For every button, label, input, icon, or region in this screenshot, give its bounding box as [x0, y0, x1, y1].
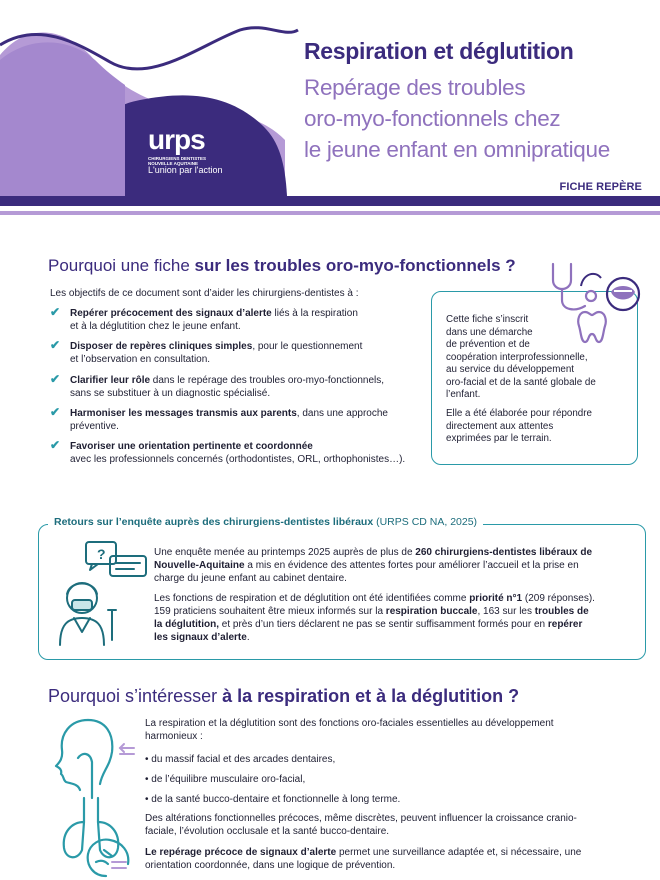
header-band-dark	[0, 196, 660, 206]
tooth-icon	[578, 312, 606, 342]
objective-text: et l’observation en consultation.	[70, 354, 211, 365]
survey-bold: priorité n°1	[469, 593, 523, 604]
section3-title-bold: à la respiration et à la déglutition ?	[222, 686, 520, 706]
section3-bullet: • de la santé bucco-dentaire et fonctionnelle à long terme.	[145, 794, 401, 805]
section3-bold: Le repérage précoce de signaux d’alerte	[145, 847, 337, 858]
section3-text: orientation coordonnée, dans une logique de prévention.	[145, 860, 396, 871]
health-icons	[545, 254, 645, 349]
logo-small-text: CHIRURGIENS DENTISTES NOUVELLE AQUITAINE	[148, 156, 207, 166]
survey-text: Les fonctions de respiration et de déglutition ont été identifiées comme	[154, 593, 470, 604]
mouth-icon	[607, 278, 639, 310]
check-icon: ✔	[50, 305, 61, 319]
check-icon: ✔	[50, 405, 61, 419]
objective-item	[50, 374, 430, 400]
objective-text: , pour le questionnement	[252, 341, 363, 352]
survey-bold: repérer	[547, 619, 583, 630]
objective-bold: Harmoniser les messages transmis aux parents	[70, 408, 297, 419]
survey-text: .	[246, 632, 250, 643]
dentist-survey-icon	[52, 540, 148, 648]
info-line: Elle a été élaborée pour répondre	[446, 408, 592, 419]
subtitle-line: le jeune enfant en omnipratique	[304, 137, 610, 162]
check-icon: ✔	[50, 338, 61, 352]
section3-text: Des altérations fonctionnelles précoces, même discrètes, peuvent influencer la croissance cranio-	[145, 813, 577, 824]
info-box-paragraph	[446, 408, 626, 446]
svg-text:?: ?	[97, 546, 106, 562]
objective-text: préventive.	[70, 421, 119, 432]
survey-bold: Nouvelle-Aquitaine	[154, 560, 245, 571]
objective-text: , dans une approche	[296, 408, 388, 419]
objective-item	[50, 440, 430, 466]
survey-text: charge du jeune enfant au cabinet dentaire.	[154, 573, 347, 584]
survey-bold: les signaux d’alerte	[154, 632, 247, 643]
section3-title-plain: Pourquoi s’intéresser	[48, 686, 223, 706]
airway-anatomy-icon	[48, 714, 140, 878]
section3-bullet: • du massif facial et des arcades dentaires,	[145, 754, 336, 765]
section1-title-bold: sur les troubles oro-myo-fonctionnels ?	[194, 256, 516, 275]
logo-tagline: L'union par l'action	[148, 165, 223, 175]
survey-bold: 260 chirurgiens-dentistes libéraux de	[415, 547, 593, 558]
section3-title	[48, 686, 519, 707]
survey-text: Une enquête menée au printemps 2025 auprès de plus de	[154, 547, 416, 558]
page-subtitle	[304, 72, 654, 165]
info-line: de prévention et de	[446, 339, 530, 350]
survey-text: , 163 sur les	[477, 606, 535, 617]
objective-text: avec les professionnels concernés (orthodontistes, ORL, orthophonistes…).	[70, 454, 406, 465]
survey-text: et près d’un tiers déclarent ne pas se sentir suffisamment formés pour en	[219, 619, 548, 630]
info-line: directement aux attentes	[446, 420, 554, 432]
section1-title-plain: Pourquoi une fiche	[48, 256, 195, 275]
page-title: Respiration et déglutition	[304, 38, 574, 64]
section3-paragraph	[145, 812, 615, 838]
urps-logo	[148, 124, 223, 175]
section3-intro	[145, 717, 615, 743]
survey-text: (209 réponses).	[522, 593, 595, 604]
check-icon: ✔	[50, 438, 61, 452]
subtitle-line: oro-myo-fonctionnels chez	[304, 106, 561, 131]
survey-title-plain: (URPS CD NA, 2025)	[373, 516, 478, 528]
section3-bullet: • de l’équilibre musculaire oro-facial,	[145, 774, 306, 785]
stethoscope-icon	[553, 264, 596, 309]
section3-text: permet une surveillance adaptée et, si nécessaire, une	[336, 847, 582, 858]
info-line: Cette fiche s’inscrit	[446, 314, 529, 325]
survey-text: a mis en évidence des attentes fortes pour améliorer l’accueil et la prise en	[244, 560, 579, 571]
objective-bold: Disposer de repères cliniques simples	[70, 341, 253, 352]
survey-bold: respiration buccale	[385, 606, 478, 617]
objective-item	[50, 340, 430, 366]
objective-item	[50, 407, 430, 433]
section1-title	[48, 256, 516, 276]
section3-text: harmonieux :	[145, 731, 203, 742]
info-line: oro-facial et de la santé globale de	[446, 376, 596, 388]
header-band-light	[0, 211, 660, 215]
objective-bold: Repérer précocement des signaux d’alerte	[70, 308, 272, 319]
info-line: dans une démarche	[446, 326, 533, 338]
doc-type-label: FICHE REPÈRE	[559, 181, 642, 193]
info-line: l’enfant.	[446, 389, 481, 400]
objective-text: et à la déglutition chez le jeune enfant.	[70, 321, 241, 332]
objective-bold: Favoriser une orientation pertinente et coordonnée	[70, 441, 313, 452]
objective-text: dans le repérage des troubles oro-myo-fonctionnels,	[150, 375, 385, 386]
objective-text: liés à la respiration	[271, 308, 358, 319]
survey-box-title	[48, 516, 483, 528]
section3-text: La respiration et la déglutition sont des fonctions oro-faciales essentielles au développement	[145, 718, 554, 729]
check-icon: ✔	[50, 372, 61, 386]
info-line: coopération interprofessionnelle,	[446, 351, 588, 363]
subtitle-line: Repérage des troubles	[304, 75, 526, 100]
section3-text: faciale, l’évolution occlusale et la santé bucco-dentaire.	[145, 826, 390, 837]
section3-paragraph	[145, 846, 615, 872]
logo-wordmark: urps	[148, 124, 205, 155]
survey-paragraph	[154, 592, 634, 644]
survey-bold: troubles de	[534, 606, 589, 617]
section1-intro: Les objectifs de ce document sont d’aider les chirurgiens-dentistes à :	[50, 288, 359, 299]
survey-text: 159 praticiens souhaitent être mieux informés sur la	[154, 606, 386, 617]
info-line: au service du développement	[446, 364, 574, 375]
objective-bold: Clarifier leur rôle	[70, 375, 151, 386]
survey-paragraph	[154, 546, 634, 585]
info-line: exprimées par le terrain.	[446, 433, 552, 444]
survey-bold: la déglutition,	[154, 619, 219, 630]
objective-item	[50, 307, 430, 333]
survey-title-bold: Retours sur l’enquête auprès des chirurgiens-dentistes libéraux	[54, 516, 374, 528]
objective-text: sans se substituer à un diagnostic spécialisé.	[70, 388, 271, 399]
